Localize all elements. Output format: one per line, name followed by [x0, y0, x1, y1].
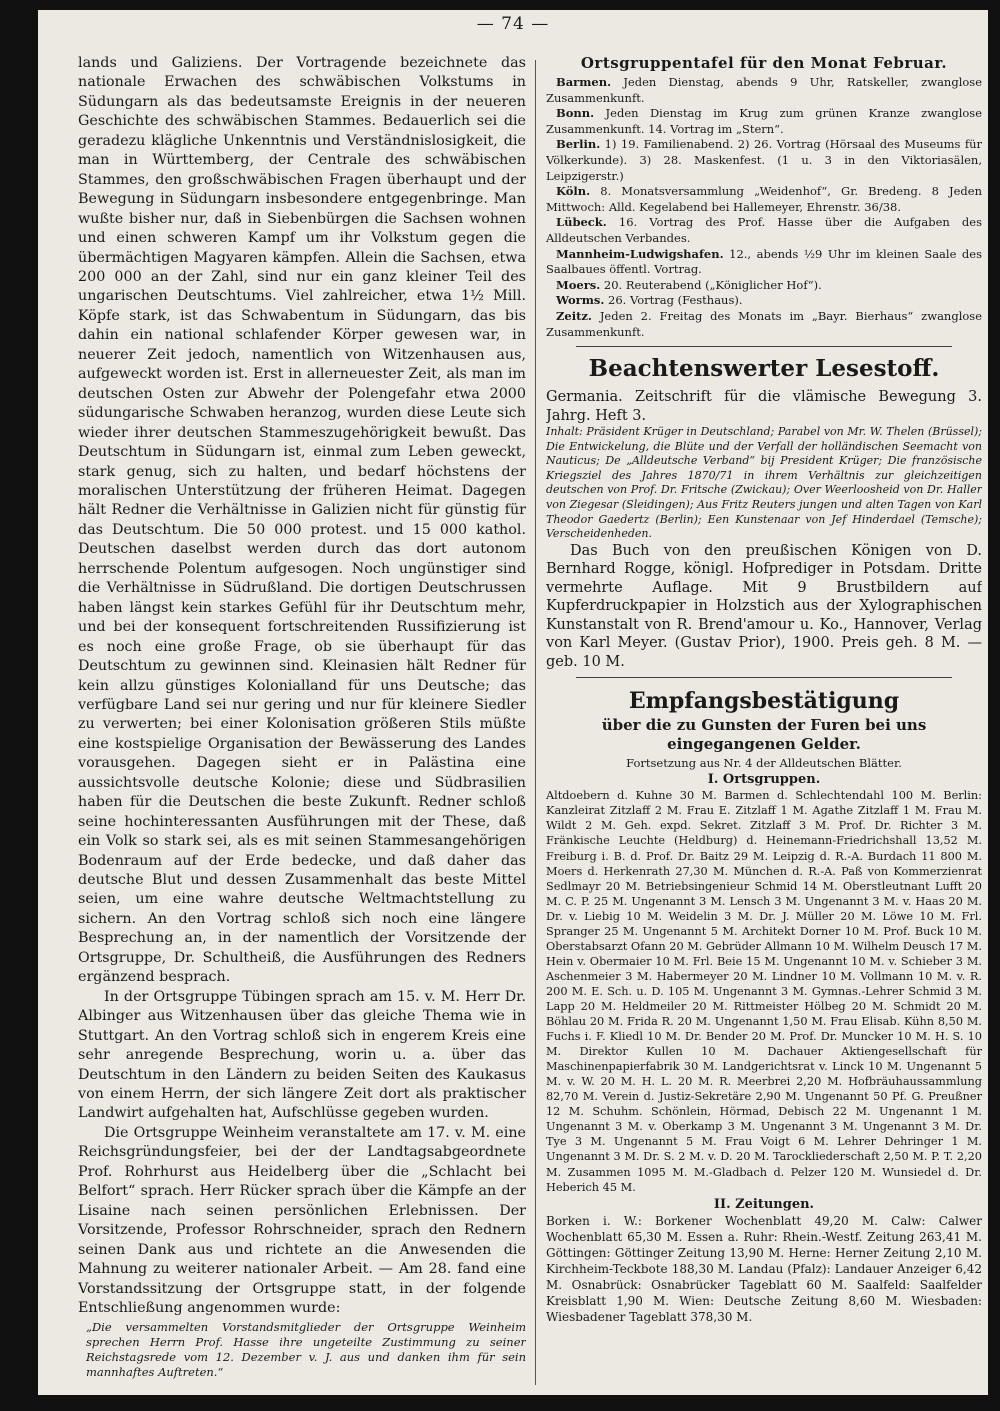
schedule-city: Berlin. — [556, 137, 601, 152]
schedule-text: 12., abends ½9 Uhr im kleinen Saale des Saalbaues öffentl. Vortrag. — [546, 246, 982, 277]
right-column — [546, 54, 982, 1325]
reading-book: Das Buch von den preußischen Königen von D. Bernhard Rogge, königl. Hofprediger in Potsdam. Dritte vermehrte Auflage. Mit 9 Brustbildern auf Kupferdruckpapier in Holzstich aus der Xylographischen Kunstanstalt von R. Brend'amour u. Ko., Hannover, Verlag von Karl Meyer. (Gustav Prior), 1900. Preis geh. 8 M. — geb. 10 M. — [546, 542, 982, 670]
schedule-city: Bonn. — [556, 106, 595, 121]
reading-heading: Beachtenswerter Lesestoff. — [588, 355, 940, 383]
article-paragraph-1: lands und Galiziens. Der Vortragende bezeichnete das nationale Erwachen des schwäbischen Volkstums in Südungarn als das bedeutsamste Ereignis in der neueren Geschichte des schwäbischen Stammes. Bedauerlich sei die geradezu klägliche Unkenntnis und Verständnislosigkeit, die man in Württemberg, der Centrale des schwäbischen Stammes, den großschwäbischen Fragen überhaupt und der Bewegung in Südungarn insbesondere entgegenbringe. Man wußte bisher nur, daß in Siebenbürgen die Sachsen wohnen und einen schweren Kampf um ihr Volkstum gegen die übermächtigen Magyaren kämpfen. Allein die Sachsen, etwa 200 000 an der Zahl, sind nur ein ganz kleiner Teil des ungarischen Deutschtums. Viel zahlreicher, etwa 1½ Mill. Köpfe stark, ist das Schwabentum in Südungarn, das bis dahin ein national schlafender Körper gewesen war, in neuerer Zeit jedoch, namentlich von Witzenhausen aus, aufgeweckt worden ist. Erst in allerneuester Zeit, als man im deutschen Osten zur Abwehr der Polengefahr etwa 2000 südungarische Schwaben heranzog, wurden diese Leute sich wieder ihrer deutschen Stammeszugehörigkeit bewußt. Das Deutschtum in Südungarn ist, einmal zum Leben geweckt, stark genug, sich zu halten, und bedarf höchstens der moralischen Unterstützung der früheren Heimat. Dagegen hält Redner die Verhältnisse in Galizien nicht für günstig für das Deutschtum. Die 50 000 protest. und 15 000 kathol. Deutschen daselbst werden durch das dort autonom herrschende Polentum aufgesogen. Noch ungünstiger sind die Verhältnisse in Südrußland. Die dortigen Deutschrussen haben längst kein starkes Gefühl für ihr Deutschtum mehr, und bei der konsequent fortschreitenden Russifizierung ist es noch eine große Frage, ob sie überhaupt für das Deutschtum zu gewinnen sind. Kleinasien hält Redner für kein allzu günstiges Kolonialland für uns Deutsche; das verfügbare Land sei nur gering und nur für kleinere Siedler zu verwerten; bei einer Kolonisation größeren Stils müßte eine kostspielige Organisation der Bewässerung des Landes vorausgehen. Dagegen sieht er in Palästina eine aussichtsvolle deutsche Kolonie; diese und Südbrasilien haben für die Deutschen die beste Zukunft. Redner schloß seine hochinteressanten Ausführungen mit der These, daß ein Volk so stark sei, als es mit seinen Stammesangehörigen Bodenraum auf der Erde bedecke, und daß daher das deutsche Blut und dessen Zusammenhalt das beste Mittel seien, um eine wahre deutsche Weltmachtstellung zu sichern. An den Vortrag schloß sich noch eine längere Besprechung an, in der namentlich der Vorsitzende der Ortsgruppe, Dr. Schultheiß, die Ausführungen des Redners ergänzend besprach. — [78, 55, 526, 986]
reading-journal: Germania. Zeitschrift für die vlämische Bewegung 3. Jahrg. Heft 3. — [546, 389, 982, 424]
newspaper-page — [38, 10, 988, 1395]
schedule-entry — [546, 137, 982, 184]
resolution-quote: „Die versammelten Vorstandsmitglieder der Ortsgruppe Weinheim sprechen Herrn Prof. Hasse ihre ungeteilte Zustimmung zu seiner Reichstagsrede vom 12. Dezember v. J. aus und danken ihm für sein mannhaftes Auftreten.“ — [86, 1320, 526, 1380]
schedule-entry — [546, 309, 982, 340]
schedule-city: Barmen. — [556, 75, 612, 89]
section-rule — [576, 346, 952, 347]
schedule-text: Jeden 2. Freitag des Monats im „Bayr. Bierhaus“ zwanglose Zusammenkunft. — [546, 308, 982, 339]
schedule-city: Worms. — [556, 293, 605, 308]
schedule-city: Moers. — [556, 277, 601, 292]
receipt-note: Fortsetzung aus Nr. 4 der Alldeutschen Blätter. — [626, 756, 902, 771]
groups-donations: Altdoebern d. Kuhne 30 M. Barmen d. Schlechtendahl 100 M. Berlin: Kanzleirat Zitzlaff 2 M. Frau E. Zitzlaff 1 M. Agathe Zitzlaff 1 M. Frau M. Wildt 2 M. Geh. expd. Sekret. Zitzlaff 3 M. Prof. Dr. Richter 3 M. Fränkische Leuchte (Heldburg) d. Heinemann-Friedrichshall 13,52 M. Freiburg i. B. d. Prof. Dr. Baitz 29 M. Leipzig d. R.-A. Burdach 11 800 M. Moers d. Herkenrath 27,30 M. München d. R.-A. Paß von Kommerzienrat Sedlmayr 20 M. Betriebsingenieur Schmid 14 M. Oberstleutnant Lufft 20 M. C. P. 25 M. Ungenannt 3 M. Lensch 3 M. Ungenannt 3 M. v. Haas 20 M. Dr. v. Liebig 10 M. Weidelin 3 M. Dr. J. Müller 20 M. Löwe 10 M. Frl. Spranger 25 M. Ungenannt 5 M. Architekt Dorner 10 M. Prof. Buck 10 M. Oberstabsarzt Ofann 20 M. Gebrüder Allmann 10 M. Wilhelm Deusch 17 M. Hein v. Obermaier 10 M. Frl. Beie 15 M. Ungenannt 10 M. v. Schieber 3 M. Aschenmeier 3 M. Habermeyer 20 M. Lindner 10 M. Vollmann 10 M. v. R. 200 M. E. Sch. u. D. 105 M. Ungenannt 3 M. Gymnas.-Lehrer Schmid 3 M. Lapp 20 M. Heldmeiler 20 M. Rittmeister Hölbeg 20 M. Schmidt 20 M. Böhlau 20 M. Frida R. 20 M. Ungenannt 1,50 M. Frau Elisab. Kühn 8,50 M. Fuchs i. F. Kliedl 10 M. Dr. Bender 20 M. Prof. Dr. Muncker 10 M. H. S. 10 M. Direktor Kullen 10 M. Dachauer Aktiengesellschaft für Maschinenpapierfabrik 30 M. Landgerichtsrat v. Linck 10 M. Ungenannt 5 M. v. W. 20 M. H. L. 20 M. R. Meerbrei 2,20 M. Hofbräuhaussammlung 82,70 M. Verein d. Justiz-Sekretäre 2,90 M. Ungenannt 50 Pf. G. Preußner 12 M. Schuhm. Schönlein, Hörmad, Debisch 22 M. Ungenannt 1 M. Ungenannt 3 M. v. Oberkamp 3 M. Ungenannt 3 M. Ungenannt 3 M. Dr. Tye 3 M. Ungenannt 5 M. Frau Voigt 6 M. Lehrer Dehringer 1 M. Ungenannt 3 M. Dr. S. 2 M. v. D. 20 M. Tarockliederschaft 2,50 M. P. T. 2,20 M. Zusammen 1095 M. M.-Gladbach d. Pelzer 120 M. Wunsiedel d. Dr. Heberich 45 M. — [546, 789, 982, 1194]
schedule-text: 26. Vortrag (Festhaus). — [608, 293, 743, 308]
schedule-city: Mannheim-Ludwigshafen. — [556, 246, 724, 261]
reading-contents: Inhalt: Präsident Krüger in Deutschland; Parabel von Mr. W. Thelen (Brüssel); Die Entwickelung, die Blüte und der Verfall der holländischen Seemacht von Nauticus; De „Alldeutsche Verband“ bij President Krüger; Die französische Kriegsziel des Jahres 1870/71 in ihrem Verhältnis zur gleichzeitigen deutschen von Prof. Dr. Fritsche (Zwickau); Over Weerloosheid von Dr. Haller von Ziegesar (Sleidingen); Aus Fritz Reuters jungen und alten Tagen von Karl Theodor Gaedertz (Berlin); Een Kunstenaar von Jef Hinderdael (Temsche); Verscheidenheden. — [546, 425, 982, 541]
schedule-text: 20. Reuterabend („Königlicher Hof“). — [603, 277, 822, 292]
section-papers-heading: II. Zeitungen. — [713, 1196, 815, 1212]
left-column — [78, 54, 526, 1380]
schedule-text: 8. Monatsversammlung „Weidenhof“, Gr. Bredeng. 8 Jeden Mittwoch: Alld. Kegelabend bei Hallemeyer, Ehrenstr. 36/38. — [546, 184, 982, 214]
column-divider — [535, 60, 536, 1385]
schedule-entry — [546, 75, 982, 106]
receipt-heading: Empfangsbestätigung — [628, 688, 900, 715]
article-paragraph-tuebingen: In der Ortsgruppe Tübingen sprach am 15. v. M. Herr Dr. Albinger aus Witzenhausen über das gleiche Thema wie in Stuttgart. An den Vortrag schloß sich in engerem Kreis eine sehr anregende Besprechung, worin u. a. über das Deutschtum in den Ländern zu beiden Seiten des Kaukasus von einem Herrn, der sich längere Zeit dort als praktischer Landwirt aufgehalten hat, Aufschlüsse gegeben wurden. — [78, 988, 526, 1122]
schedule-heading: Ortsgruppentafel für den Monat Februar. — [580, 54, 948, 72]
schedule-entry — [546, 247, 982, 278]
schedule-city: Köln. — [556, 184, 591, 199]
schedule-city: Lübeck. — [556, 215, 607, 230]
section-rule — [576, 677, 952, 678]
schedule-entry — [546, 215, 982, 246]
schedule-entry — [546, 293, 982, 309]
schedule-list — [546, 75, 982, 340]
page-number: — 74 — — [476, 14, 550, 34]
schedule-text: 1) 19. Familienabend. 2) 26. Vortrag (Hörsaal des Museums für Völkerkunde). 3) 28. Maskenfest. (1 u. 3 in den Viktoriasälen, Leipzigerstr.) — [546, 137, 982, 183]
section-groups-heading: I. Ortsgruppen. — [707, 772, 821, 788]
schedule-city: Zeitz. — [556, 308, 592, 323]
papers-donations: Borken i. W.: Borkener Wochenblatt 49,20 M. Calw: Calwer Wochenblatt 65,30 M. Essen a. Ruhr: Rhein.-Westf. Zeitung 263,41 M. Göttingen: Göttinger Zeitung 13,90 M. Herne: Herner Zeitung 2,10 M. Kirchheim-Teckbote 188,30 M. Landau (Pfalz): Landauer Anzeiger 6,42 M. Osnabrück: Osnabrücker Tageblatt 60 M. Saalfeld: Saalfelder Kreisblatt 1,90 M. Wien: Deutsche Zeitung 8,60 M. Wiesbaden: Wiesbadener Tageblatt 378,30 M. — [546, 1213, 982, 1324]
receipt-subheading: über die zu Gunsten der Furen bei uns eingegangenen Gelder. — [601, 716, 927, 754]
schedule-text: Jeden Dienstag, abends 9 Uhr, Ratskeller, zwanglose Zusammenkunft. — [546, 75, 982, 105]
schedule-entry — [546, 278, 982, 294]
schedule-text: 16. Vortrag des Prof. Hasse über die Aufgaben des Alldeutschen Verbandes. — [546, 215, 982, 245]
schedule-entry — [546, 184, 982, 215]
article-paragraph-weinheim: Die Ortsgruppe Weinheim veranstaltete am 17. v. M. eine Reichsgründungsfeier, bei der der Landtagsabgeordnete Prof. Rohrhurst aus Heidelberg über die „Schlacht bei Belfort“ sprach. Herr Rücker sprach über die Kämpfe an der Lisaine nach seinen persönlichen Erlebnissen. Der Vorsitzende, Professor Rohrschneider, sprach den Rednern seinen Dank aus und richtete an die Anwesenden die Mahnung zu weiterer nationaler Arbeit. — Am 28. fand eine Vorstandssitzung der Ortsgruppe statt, in der folgende Entschließung angenommen wurde: — [78, 1124, 526, 1316]
schedule-text: Jeden Dienstag im Krug zum grünen Kranze zwanglose Zusammenkunft. 14. Vortrag im „Stern“. — [546, 106, 982, 136]
schedule-entry — [546, 106, 982, 137]
